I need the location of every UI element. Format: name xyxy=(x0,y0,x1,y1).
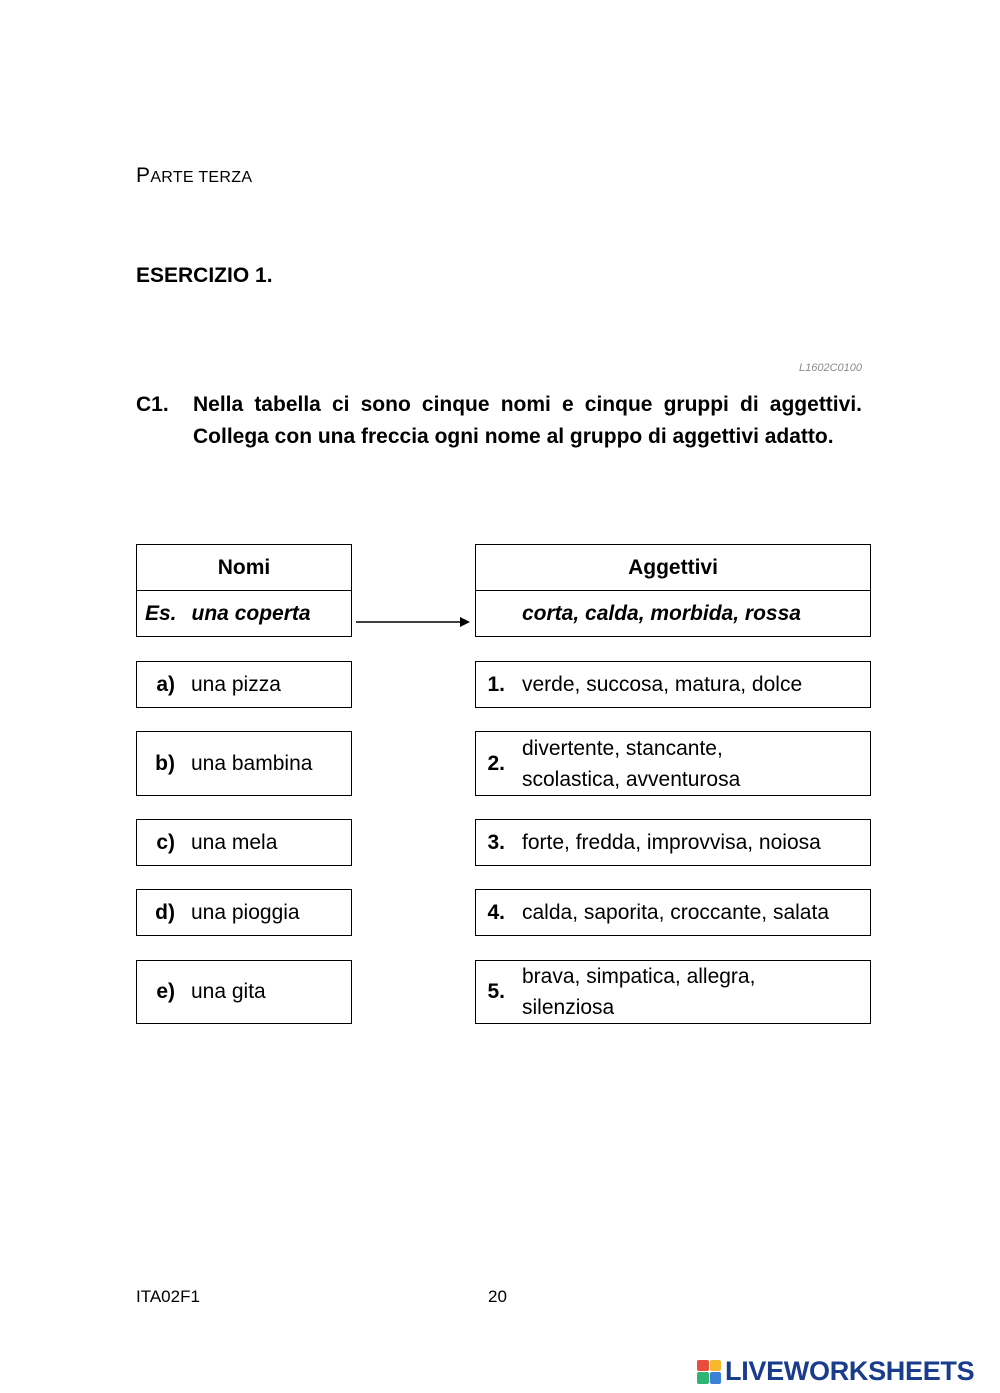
noun-box-a[interactable] xyxy=(136,661,352,708)
noun-letter: a) xyxy=(156,672,175,696)
example-noun: una coperta xyxy=(191,601,311,625)
watermark-text: LIVEWORKSHEETS xyxy=(725,1356,975,1386)
noun-box-c[interactable] xyxy=(136,819,352,866)
item-code: L1602C0100 xyxy=(798,362,862,374)
adjective-number: 5. xyxy=(487,980,505,1003)
noun-text: una bambina xyxy=(191,751,313,775)
noun-text: una mela xyxy=(191,830,278,854)
adjective-text: calda, saporita, croccante, salata xyxy=(522,901,830,924)
adjective-number: 1. xyxy=(487,672,505,696)
question xyxy=(136,389,862,452)
noun-box-d[interactable] xyxy=(136,889,352,936)
question-text: Nella tabella ci sono cinque nomi e cinque gruppi di aggettivi. Collega con una freccia ogni nome al gruppo di aggettivi adatto. xyxy=(193,393,862,448)
adjective-text: verde, succosa, matura, dolce xyxy=(522,673,803,696)
page-number: 20 xyxy=(488,1287,507,1306)
noun-letter: b) xyxy=(155,751,175,775)
section-title-rest: ARTE TERZA xyxy=(150,169,253,186)
adjective-box-2[interactable] xyxy=(475,731,871,796)
question-number: C1. xyxy=(136,393,169,416)
noun-letter: c) xyxy=(156,830,175,854)
adjective-box-4[interactable] xyxy=(475,889,871,936)
noun-letter: e) xyxy=(156,980,175,1003)
noun-letter: d) xyxy=(155,900,175,924)
adjectives-header: Aggettivi xyxy=(475,544,871,591)
adjective-box-5[interactable] xyxy=(475,960,871,1024)
footer-code: ITA02F1 xyxy=(136,1287,200,1306)
nouns-header: Nomi xyxy=(136,544,352,591)
noun-text: una pizza xyxy=(191,672,281,696)
adjective-number: 2. xyxy=(487,751,505,775)
noun-box-b[interactable] xyxy=(136,731,352,796)
adjective-text: forte, fredda, improvvisa, noiosa xyxy=(522,831,821,854)
section-title-initial: P xyxy=(136,164,151,187)
liveworksheets-logo-icon xyxy=(697,1360,721,1384)
noun-text: una gita xyxy=(191,980,266,1003)
adjective-box-3[interactable] xyxy=(475,819,871,866)
adjective-text: divertente, stancante, scolastica, avventurosa xyxy=(522,736,741,791)
noun-box-e[interactable] xyxy=(136,960,352,1024)
example-adjectives: corta, calda, morbida, rossa xyxy=(522,601,801,625)
adjective-text: brava, simpatica, allegra, silenziosa xyxy=(522,965,756,1019)
adjective-box-1[interactable] xyxy=(475,661,871,708)
example-label: Es. xyxy=(145,601,177,625)
example-arrow xyxy=(356,612,474,632)
adjective-number: 3. xyxy=(487,830,505,854)
exercise-title: ESERCIZIO 1. xyxy=(136,264,273,287)
example-adjectives-cell xyxy=(475,590,871,637)
liveworksheets-watermark xyxy=(697,1356,974,1387)
section-title xyxy=(136,164,252,188)
noun-text: una pioggia xyxy=(191,900,300,924)
example-noun-cell xyxy=(136,590,352,637)
adjective-number: 4. xyxy=(487,900,505,924)
